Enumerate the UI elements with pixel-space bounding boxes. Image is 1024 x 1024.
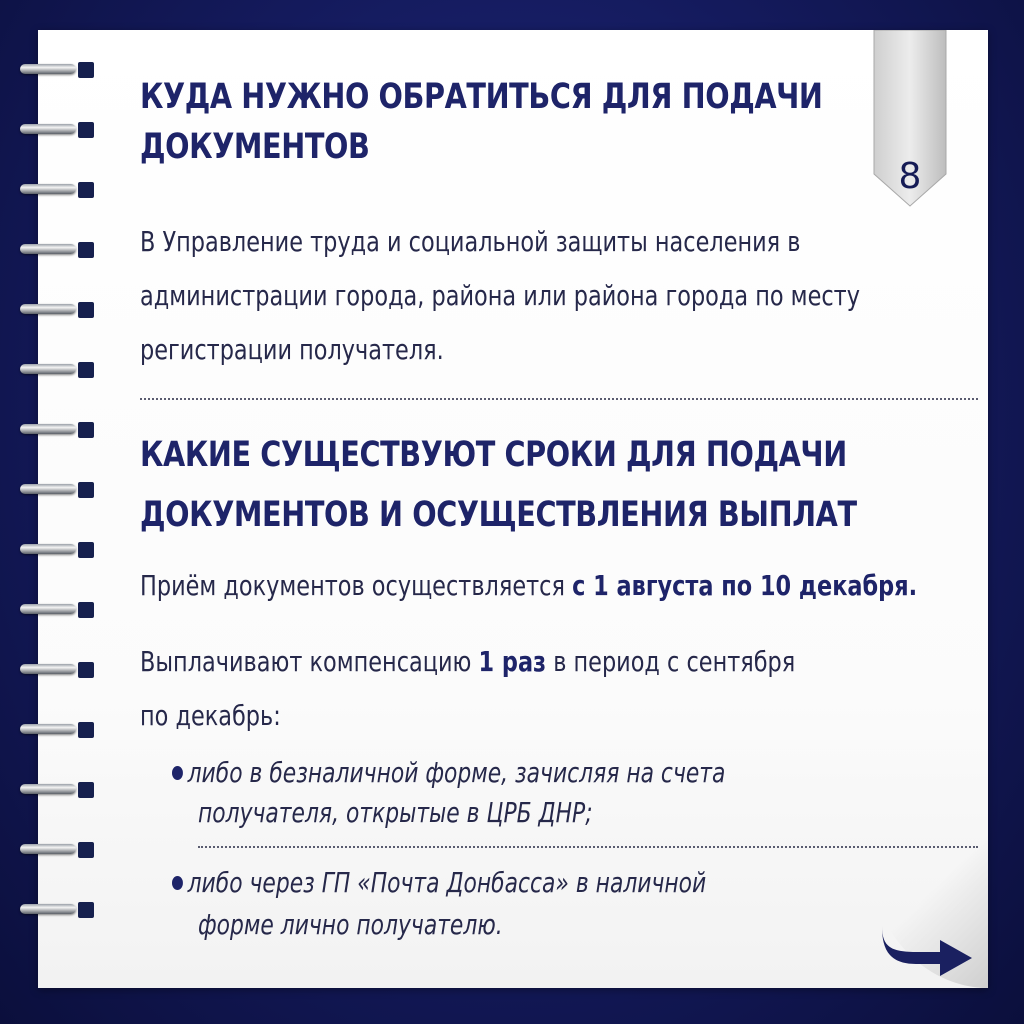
section-divider [140, 398, 978, 400]
spiral-hole [78, 422, 94, 438]
spiral-wire [20, 844, 76, 854]
spiral-ring [20, 540, 96, 562]
spiral-wire [20, 424, 76, 434]
bullet-1-line1: либо в безналичной форме, зачисляя на счета [187, 756, 726, 789]
spiral-hole [78, 122, 94, 138]
spiral-wire [20, 544, 76, 554]
spiral-hole [78, 302, 94, 318]
spiral-wire [20, 484, 76, 494]
bullet-2-line2: форме лично получателю. [198, 908, 503, 941]
spiral-ring [20, 60, 96, 82]
section1-text-line3: регистрации получателя. [140, 333, 444, 366]
bullet-dot-icon [172, 766, 183, 780]
reception-dates-text [140, 558, 917, 613]
spiral-hole [78, 722, 94, 738]
bullet-dot-icon [172, 876, 183, 890]
spiral-hole [78, 242, 94, 258]
spiral-ring [20, 600, 96, 622]
section2-heading-line2: ДОКУМЕНТОВ И ОСУЩЕСТВЛЕНИЯ ВЫПЛАТ [140, 495, 857, 535]
reception-dates: с 1 августа по 10 декабря. [572, 569, 918, 602]
payment-text-line1 [140, 634, 795, 689]
spiral-ring [20, 240, 96, 262]
spiral-ring [20, 900, 96, 922]
payment-suffix: в период с сентября [546, 645, 796, 678]
section1-text-line2: администрации города, района или района города по месту [140, 279, 860, 312]
spiral-wire [20, 904, 76, 914]
spiral-ring [20, 180, 96, 202]
spiral-hole [78, 182, 94, 198]
spiral-hole [78, 362, 94, 378]
spiral-wire [20, 124, 76, 134]
spiral-ring [20, 420, 96, 442]
spiral-wire [20, 604, 76, 614]
spiral-ring [20, 360, 96, 382]
spiral-hole [78, 542, 94, 558]
spiral-ring [20, 840, 96, 862]
spiral-hole [78, 662, 94, 678]
spiral-wire [20, 724, 76, 734]
spiral-ring [20, 300, 96, 322]
reception-prefix: Приём документов осуществляется [140, 569, 573, 602]
spiral-hole [78, 62, 94, 78]
payment-text-line2: по декабрь: [140, 699, 281, 732]
spiral-ring [20, 120, 96, 142]
section1-text-line1: В Управление труда и социальной защиты населения в [140, 225, 801, 258]
bullet-2-line1: либо через ГП «Почта Донбасса» в наличной [187, 866, 707, 899]
section1-heading-line2: ДОКУМЕНТОВ [140, 127, 370, 167]
next-page-button[interactable] [878, 918, 978, 978]
page-number: 8 [898, 156, 922, 197]
spiral-wire [20, 184, 76, 194]
spiral-wire [20, 64, 76, 74]
spiral-wire [20, 244, 76, 254]
bullet-item-2 [172, 862, 706, 904]
spiral-hole [78, 782, 94, 798]
spiral-ring [20, 780, 96, 802]
spiral-ring [20, 720, 96, 742]
payment-prefix: Выплачивают компенсацию [140, 645, 479, 678]
arrow-right-icon [878, 918, 978, 978]
spiral-wire [20, 664, 76, 674]
spiral-wire [20, 784, 76, 794]
spiral-wire [20, 364, 76, 374]
spiral-hole [78, 482, 94, 498]
bullet-divider [198, 846, 978, 848]
page-number-tab [872, 30, 948, 208]
spiral-wire [20, 304, 76, 314]
section2-heading-line1: КАКИЕ СУЩЕСТВУЮТ СРОКИ ДЛЯ ПОДАЧИ [140, 435, 847, 475]
spiral-binding [20, 60, 96, 960]
section1-heading-line1: КУДА НУЖНО ОБРАТИТЬСЯ ДЛЯ ПОДАЧИ [140, 77, 823, 117]
bullet-item-1 [172, 752, 725, 794]
spiral-hole [78, 602, 94, 618]
spiral-ring [20, 480, 96, 502]
spiral-hole [78, 842, 94, 858]
spiral-hole [78, 902, 94, 918]
spiral-ring [20, 660, 96, 682]
payment-count: 1 раз [478, 645, 547, 678]
bullet-1-line2: получателя, открытые в ЦРБ ДНР; [198, 796, 593, 829]
